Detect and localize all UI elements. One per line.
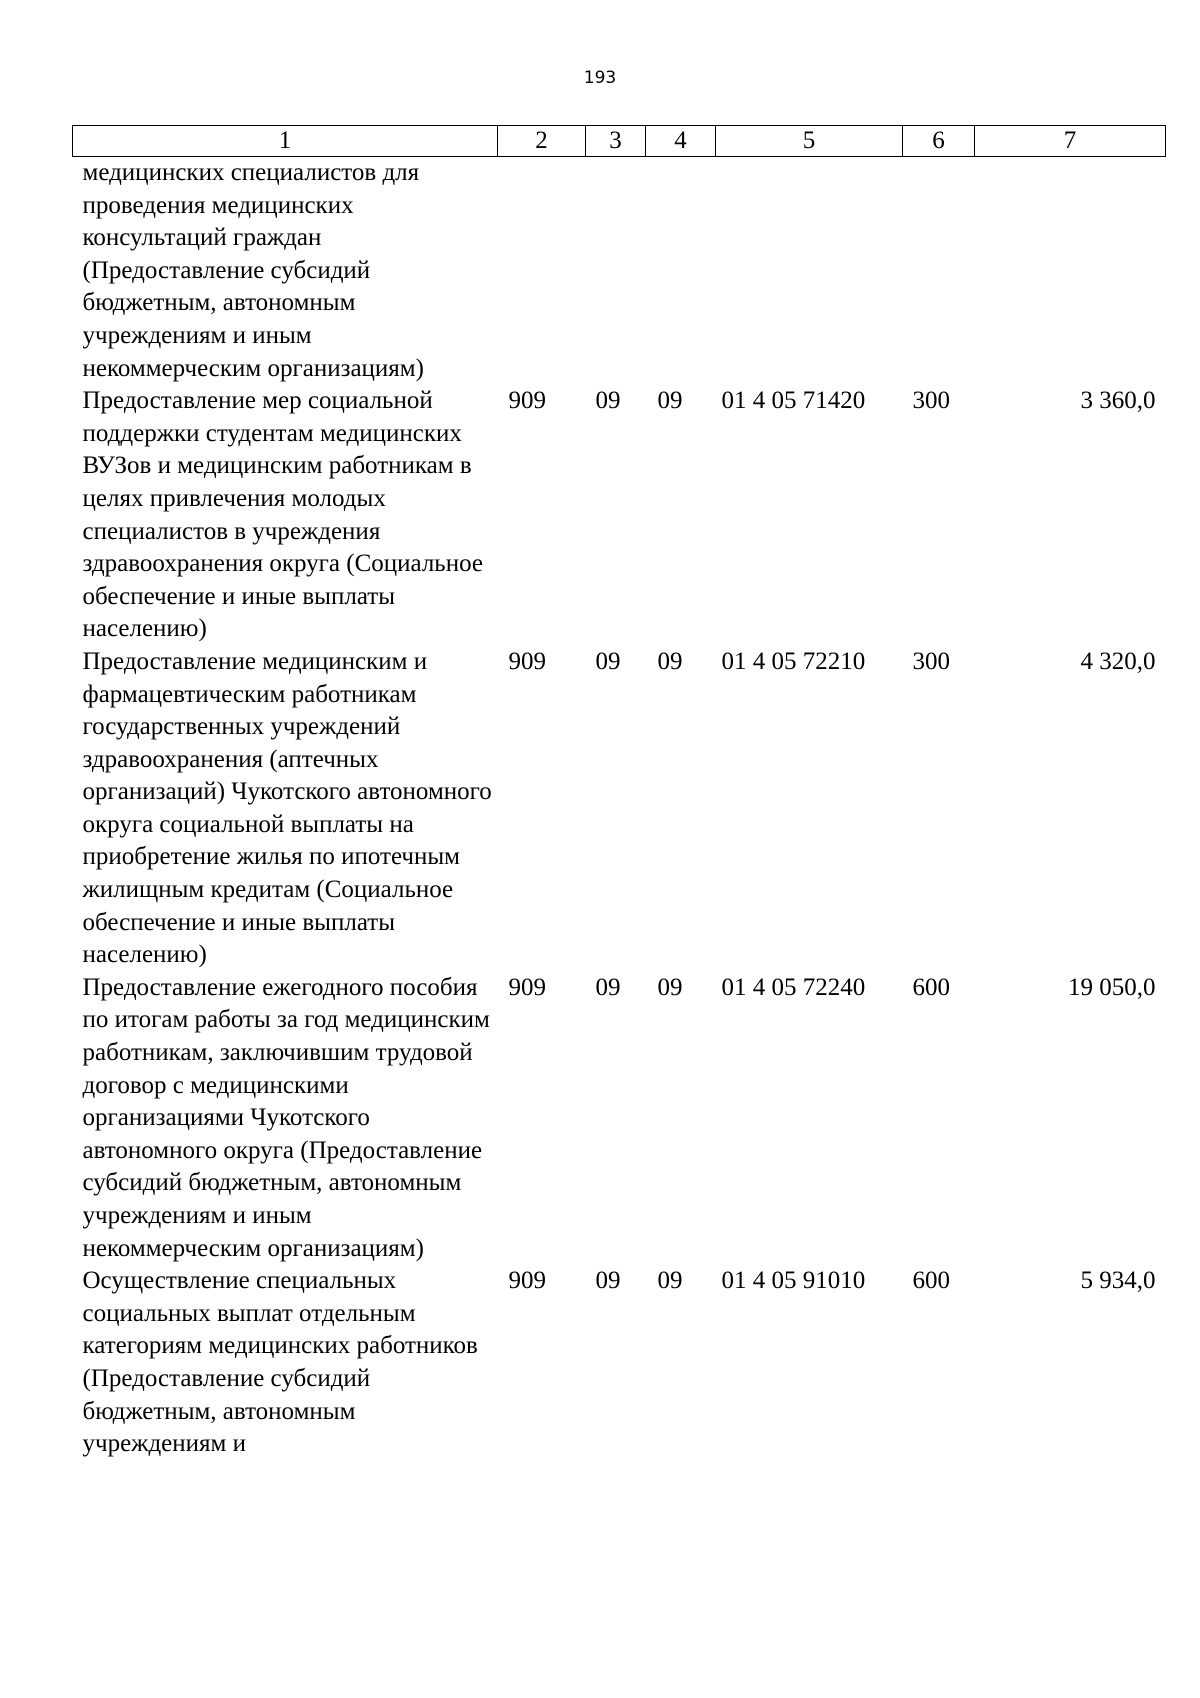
row-target-article: 01 4 05 71420 [721, 387, 866, 415]
header-row [73, 126, 1166, 157]
row-description: Предоставление мер социальной поддержки студентам медицинских ВУЗов и медицинским работникам в целях привлечения молодых специалистов в учреждения здравоохранения округа (Социальное обеспечение и иные выплаты населению) [82, 387, 483, 643]
header-col-7: 7 [975, 126, 1166, 157]
table-row [73, 1265, 1166, 1461]
row-expense-type: 300 [912, 387, 950, 415]
row-section-code: 09 [595, 647, 621, 675]
row-subsection-code: 09 [657, 387, 683, 415]
row-target-article: 01 4 05 72210 [721, 647, 866, 675]
table-row [73, 972, 1166, 1265]
row-description: Предоставление медицинским и фармацевтическим работникам государственных учреждений здравоохранения (аптечных организаций) Чукотского автономного округа социальной выплаты на приобретение жилья по ипотечным жилищным кредитам (Социальное обеспечение и иные выплаты населению) [82, 647, 492, 969]
row-section-code [586, 157, 646, 386]
row-ministry-code: 909 [508, 387, 546, 415]
row-expense-type: 600 [912, 973, 950, 1001]
row-expense-type: 600 [912, 1267, 950, 1295]
row-amount [975, 157, 1166, 386]
row-section-code: 09 [595, 973, 621, 1001]
row-subsection-code: 09 [657, 647, 683, 675]
row-ministry-code: 909 [508, 647, 546, 675]
row-ministry-code: 909 [508, 973, 546, 1001]
row-section-code: 09 [595, 1267, 621, 1295]
table-row [73, 157, 1166, 386]
row-amount: 3 360,0 [1080, 387, 1156, 415]
row-amount: 5 934,0 [1080, 1267, 1156, 1295]
table-body [73, 157, 1166, 1461]
table-row [73, 646, 1166, 972]
row-ministry-code [498, 157, 586, 386]
row-description: Осуществление специальных социальных выплат отдельным категориям медицинских работников (Предоставление субсидий бюджетным, автономным учреждениям и [82, 1267, 478, 1458]
row-target-article [716, 157, 903, 386]
row-subsection-code [646, 157, 716, 386]
row-target-article: 01 4 05 91010 [721, 1267, 866, 1295]
row-subsection-code: 09 [657, 973, 683, 1001]
row-expense-type: 300 [912, 647, 950, 675]
row-description: медицинских специалистов для проведения медицинских консультаций граждан (Предоставление субсидий бюджетным, автономным учреждениям и иным некоммерческим организациям) [82, 159, 424, 382]
header-col-6: 6 [903, 126, 975, 157]
row-description: Предоставление ежегодного пособия по итогам работы за год медицинским работникам, заключившим трудовой договор с медицинскими организациями Чукотского автономного округа (Предоставление субсидий бюджетным, автономным учреждениям и иным некоммерческим организациям) [82, 973, 490, 1262]
row-amount: 4 320,0 [1080, 647, 1156, 675]
row-ministry-code: 909 [508, 1267, 546, 1295]
row-expense-type [903, 157, 975, 386]
budget-table [72, 125, 1166, 1461]
row-subsection-code: 09 [657, 1267, 683, 1295]
row-target-article: 01 4 05 72240 [721, 973, 866, 1001]
header-col-3: 3 [586, 126, 646, 157]
header-col-5: 5 [716, 126, 903, 157]
row-section-code: 09 [595, 387, 621, 415]
row-amount: 19 050,0 [1068, 973, 1156, 1001]
page-number: 193 [583, 68, 617, 88]
header-col-1: 1 [73, 126, 498, 157]
table-row [73, 385, 1166, 646]
header-col-2: 2 [498, 126, 586, 157]
header-col-4: 4 [646, 126, 716, 157]
table-header [73, 126, 1166, 157]
